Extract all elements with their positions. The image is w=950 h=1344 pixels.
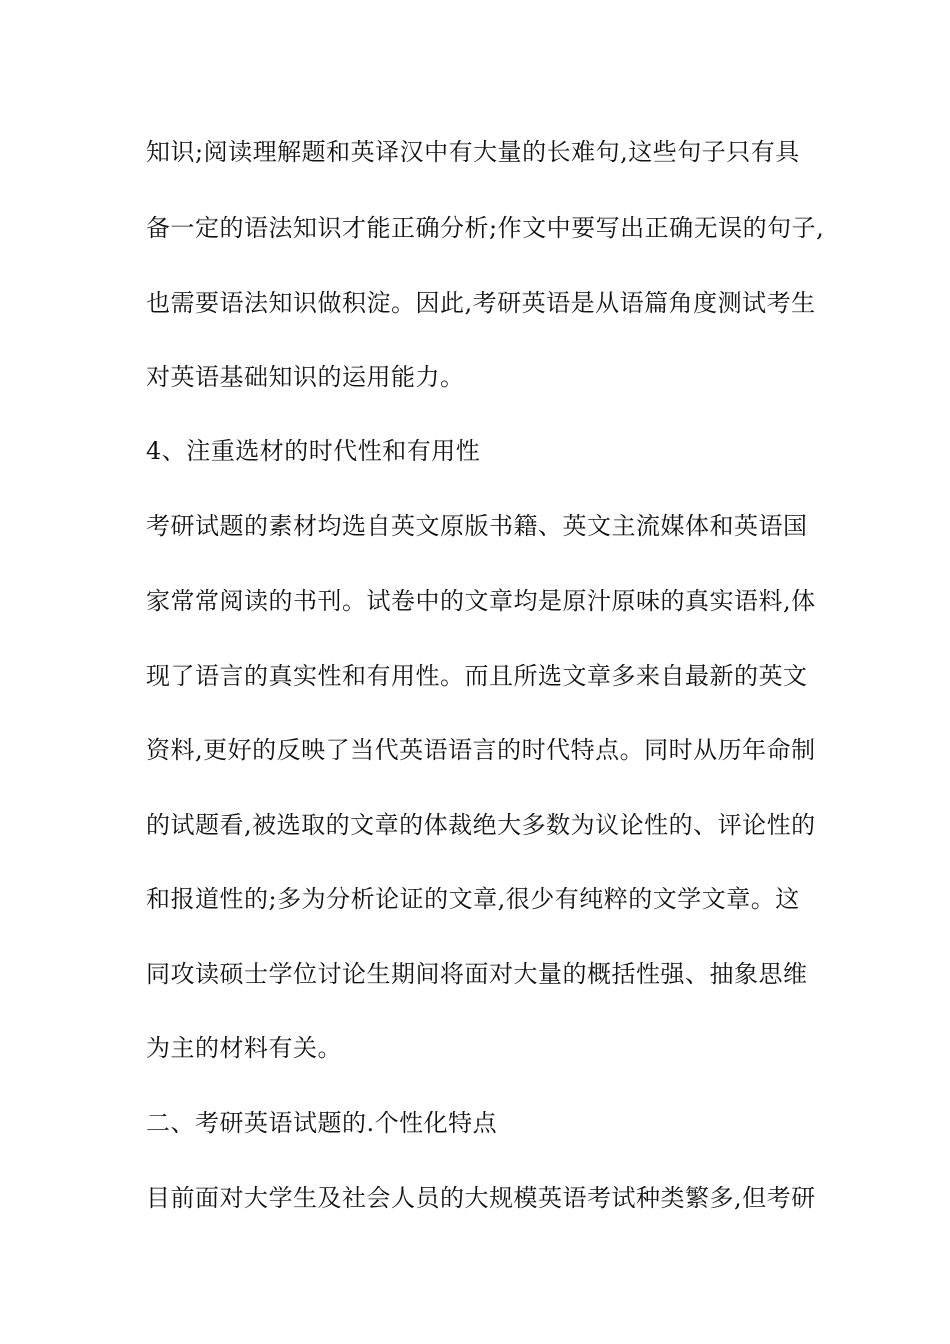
text-line: 为主的材料有关。 <box>146 1034 342 1062</box>
text-line: 家常常阅读的书刊。试卷中的文章均是原汁原味的真实语料,体 <box>146 587 816 615</box>
text-line: 知识;阅读理解题和英译汉中有大量的长难句,这些句子只有具 <box>146 138 800 166</box>
text-line: 资料,更好的反映了当代英语语言的时代特点。同时从历年命制 <box>146 736 816 764</box>
section-heading: 4、注重选材的时代性和有用性 <box>146 437 481 465</box>
text-line: 对英语基础知识的运用能力。 <box>146 363 465 391</box>
section-heading: 二、考研英语试题的.个性化特点 <box>146 1109 498 1137</box>
text-line: 同攻读硕士学位讨论生期间将面对大量的概括性强、抽象思维 <box>146 960 808 988</box>
text-line: 和报道性的;多为分析论证的文章,很少有纯粹的文学文章。这 <box>146 885 800 913</box>
text-line: 备一定的语法知识才能正确分析;作文中要写出正确无误的句子, <box>146 214 825 242</box>
text-line: 也需要语法知识做积淀。因此,考研英语是从语篇角度测试考生 <box>146 289 816 317</box>
text-line: 的试题看,被选取的文章的体裁绝大多数为议论性的、评论性的 <box>146 811 816 839</box>
text-line: 目前面对大学生及社会人员的大规模英语考试种类繁多,但考研 <box>146 1184 816 1212</box>
text-line: 现了语言的真实性和有用性。而且所选文章多来自最新的英文 <box>146 662 808 690</box>
text-line: 考研试题的素材均选自英文原版书籍、英文主流媒体和英语国 <box>146 512 808 540</box>
